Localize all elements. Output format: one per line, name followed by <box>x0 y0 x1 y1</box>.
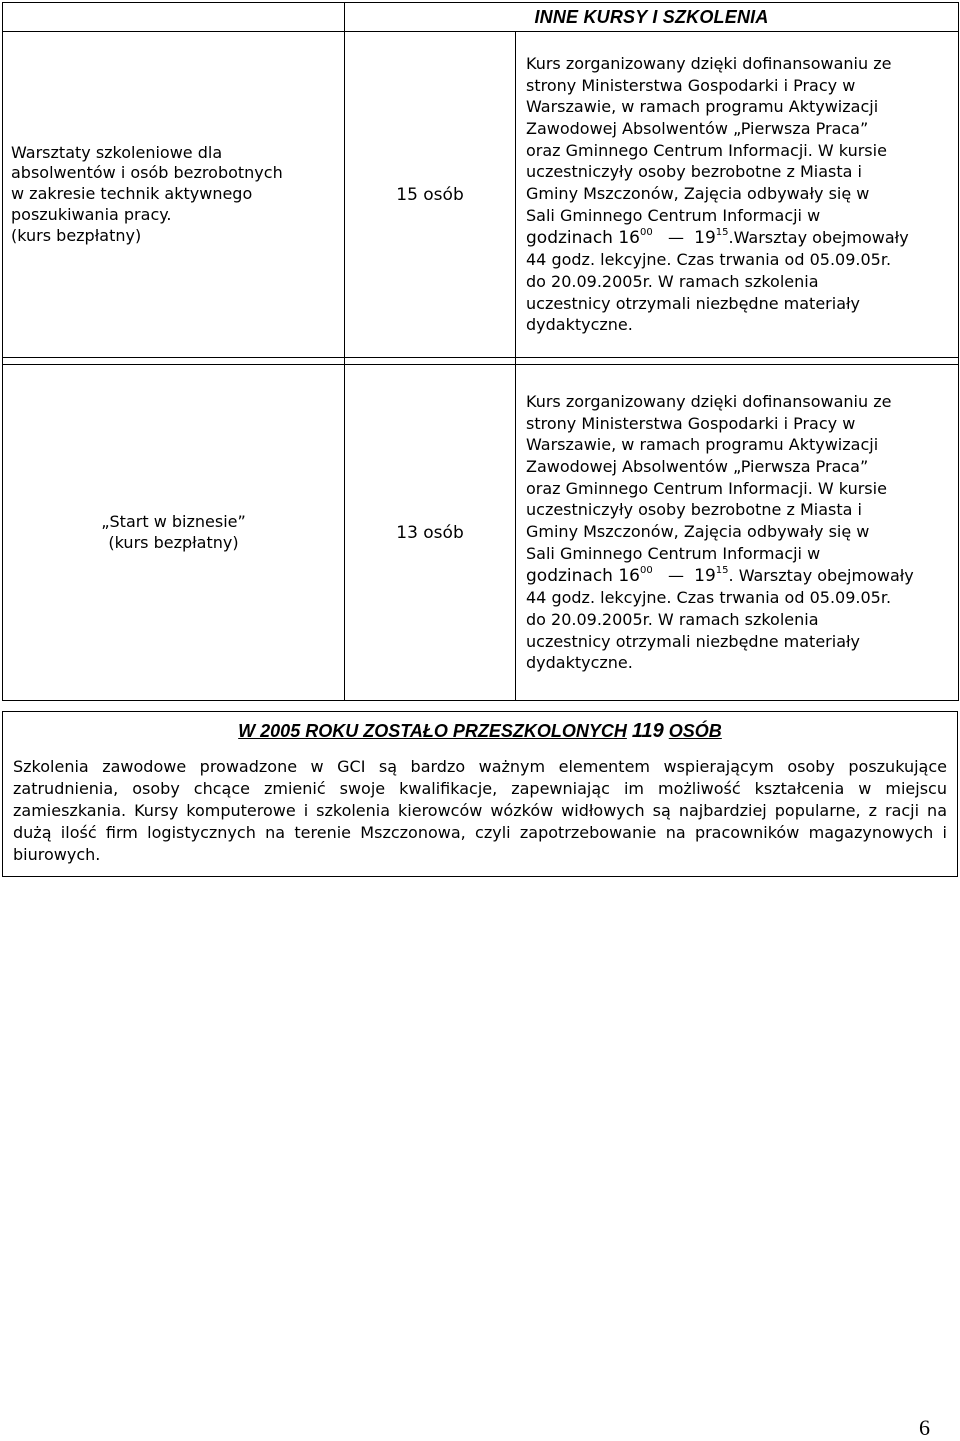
course-description: Kurs zorganizowany dzięki dofinansowaniu ze strony Ministerstwa Gospodarki i Pracy w Warszawie, w ramach programu Aktywizacji Zawodowej Absolwentów „Pierwsza Praca” oraz Gminnego Centrum Informacji. W kursie uczestniczyły osoby bezrobotne z Miasta i Gminy Mszczonów, Zajęcia odbywały się w Sali Gminnego Centrum Informacji w godzinach $16^{00}$ — $19^{15}.Warsztay$ obejmowały 44 godz. lekcyjne. Czas trwania od 05.09.05r. do 20.09.2005r. W ramach szkolenia uczestnicy otrzymali niezbędne materiały dydaktyczne. <box>516 32 959 358</box>
summary-box <box>2 711 958 877</box>
courses-table <box>2 2 959 701</box>
course-hours: godzinach $16^{00}$ — $19^{15}$. Warsztay obejmowały <box>526 564 914 586</box>
participant-count: 13 osób <box>345 365 516 701</box>
summary-heading: W 2005 ROKU ZOSTAŁO PRZESZKOLONYCH 119 OSÓB <box>238 720 722 742</box>
document-page <box>2 2 958 877</box>
course-row <box>3 365 959 701</box>
course-row <box>3 32 959 358</box>
course-hours: godzinach $16^{00}$ — $19^{15}.Warsztay$ obejmowały <box>526 226 909 248</box>
participant-count: 15 osób <box>345 32 516 358</box>
course-name: „Start w biznesie” (kurs bezpłatny) <box>3 365 345 701</box>
course-name: Warsztaty szkoleniowe dla absolwentów i osób bezrobotnych w zakresie technik aktywnego poszukiwania pracy. (kurs bezpłatny) <box>3 32 345 358</box>
summary-paragraph: Szkolenia zawodowe prowadzone w GCI są bardzo ważnym elementem wspierającym osoby poszukujące zatrudnienia, osoby chcące zmienić swoje kwalifikacje, zapewniając im możliwość kształcenia w miejscu zamieszkania. Kursy komputerowe i szkolenia kierowców wózków widłowych są najbardziej popularne, z racji na dużą ilość firm logistycznych na terenie Mszczonowa, czyli zapotrzebowanie na pracowników magazynowych i biurowych. <box>13 757 947 864</box>
section-title: INNE KURSY I SZKOLENIA <box>345 3 959 32</box>
course-description: Kurs zorganizowany dzięki dofinansowaniu ze strony Ministerstwa Gospodarki i Pracy w Warszawie, w ramach programu Aktywizacji Zawodowej Absolwentów „Pierwsza Praca” oraz Gminnego Centrum Informacji. W kursie uczestniczyły osoby bezrobotne z Miasta i Gminy Mszczonów, Zajęcia odbywały się w Sali Gminnego Centrum Informacji w godzinach $16^{00}$ — $19^{15}$. Warsztay obejmowały 44 godz. lekcyjne. Czas trwania od 05.09.05r. do 20.09.2005r. W ramach szkolenia uczestnicy otrzymali niezbędne materiały dydaktyczne. <box>516 365 959 701</box>
page-number: 6 <box>919 1415 930 1440</box>
